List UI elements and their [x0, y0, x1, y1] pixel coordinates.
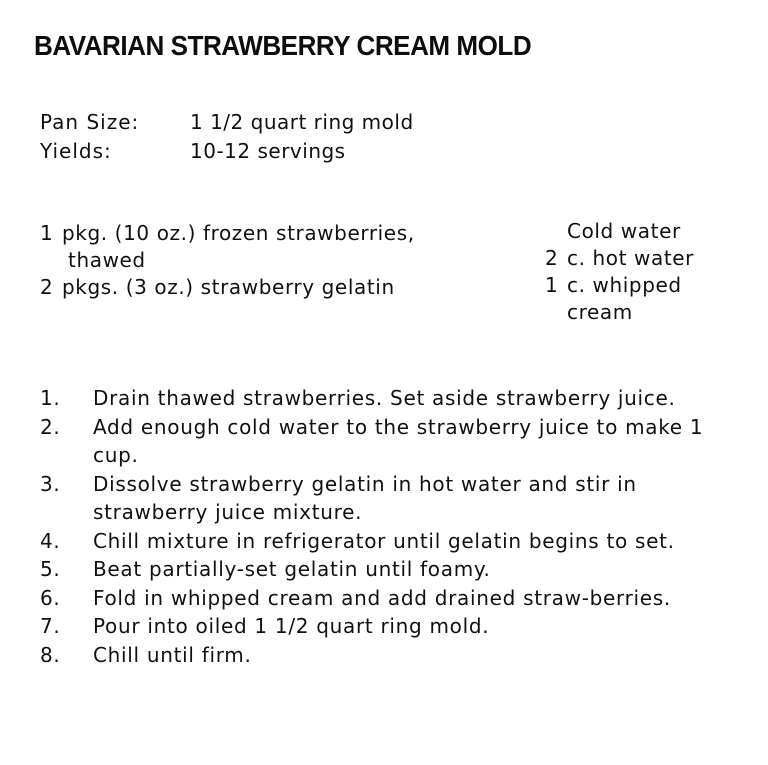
ingredient-item: [545, 245, 694, 272]
step-text: Pour into oiled 1 1/2 quart ring mold.: [93, 614, 490, 638]
step-number: 1.: [40, 386, 61, 410]
ingredient-qty: [545, 218, 567, 245]
ingredient-text: Cold water: [567, 219, 681, 243]
ingredient-qty: 2: [40, 275, 54, 299]
recipe-meta: [40, 108, 414, 166]
step-item: [40, 527, 733, 556]
ingredient-text: c. whipped: [567, 273, 682, 297]
pan-size-label: Pan Size:: [40, 110, 140, 134]
step-text: Add enough cold water to the strawberry juice to make 1 cup.: [93, 414, 704, 467]
recipe-title: BAVARIAN STRAWBERRY CREAM MOLD: [34, 30, 532, 61]
pan-size-row: [40, 108, 414, 137]
step-item: [40, 641, 733, 670]
yields-label: Yields:: [40, 139, 112, 163]
step-text: Fold in whipped cream and add drained straw-berries.: [93, 585, 671, 610]
ingredients-right-column: [545, 218, 694, 326]
ingredient-item: [40, 220, 415, 247]
ingredient-continuation: cream: [567, 300, 633, 324]
step-text: Chill mixture in refrigerator until gelatin begins to set.: [93, 528, 675, 553]
step-number: 2.: [40, 414, 61, 439]
ingredient-item: [40, 274, 415, 301]
step-number: 8.: [40, 642, 61, 667]
ingredient-qty: 1: [40, 221, 54, 245]
step-number: 5.: [40, 557, 61, 581]
step-item: [40, 413, 733, 470]
instructions-list: [40, 384, 733, 669]
step-text: Drain thawed strawberries. Set aside strawberry juice.: [93, 386, 676, 410]
step-item: [40, 584, 733, 613]
step-text: Chill until firm.: [93, 642, 252, 667]
ingredient-continuation: thawed: [68, 248, 146, 272]
ingredient-item: [545, 218, 694, 245]
step-item: [40, 384, 733, 413]
ingredient-qty: 1: [545, 273, 559, 297]
ingredient-item: [545, 272, 694, 299]
step-item: [40, 555, 733, 584]
ingredient-text: pkgs. (3 oz.) strawberry gelatin: [62, 275, 395, 299]
step-item: [40, 612, 733, 641]
step-text: Dissolve strawberry gelatin in hot water and stir in strawberry juice mixture.: [93, 471, 637, 524]
yields-row: [40, 137, 414, 166]
ingredient-qty-spacer: [545, 299, 567, 326]
step-number: 3.: [40, 471, 61, 496]
step-text: Beat partially-set gelatin until foamy.: [93, 557, 491, 581]
step-number: 4.: [40, 528, 61, 553]
yields-value: 10-12 servings: [190, 139, 346, 163]
ingredient-text: c. hot water: [567, 246, 695, 270]
step-item: [40, 470, 733, 527]
step-number: 7.: [40, 614, 61, 638]
ingredients-left-column: [40, 220, 415, 301]
ingredient-item-continuation: [545, 299, 694, 326]
ingredient-qty: 2: [545, 246, 559, 270]
step-number: 6.: [40, 585, 61, 610]
pan-size-value: 1 1/2 quart ring mold: [190, 110, 414, 134]
ingredient-text: pkg. (10 oz.) frozen strawberries,: [62, 221, 415, 245]
